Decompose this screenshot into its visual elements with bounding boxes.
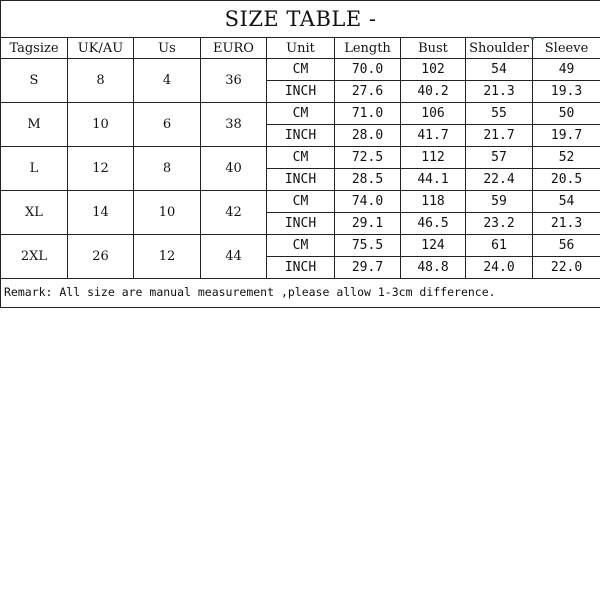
shoulder-cell: 57	[466, 147, 533, 169]
header-row	[1, 38, 600, 59]
shoulder-cell: 54	[466, 59, 533, 81]
length-cell: 75.5	[335, 235, 401, 257]
unit-cell: INCH	[267, 169, 335, 191]
sleeve-cell: 50	[533, 103, 600, 125]
header-bust: Bust	[401, 38, 466, 59]
euro-cell: 44	[201, 235, 267, 279]
header-shoulder: Shoulder	[466, 38, 533, 59]
unit-cell: CM	[267, 235, 335, 257]
uk-au-cell: 10	[68, 103, 134, 147]
sleeve-cell: 20.5	[533, 169, 600, 191]
length-cell: 28.5	[335, 169, 401, 191]
bust-cell: 48.8	[401, 257, 466, 279]
length-cell: 29.7	[335, 257, 401, 279]
shoulder-cell: 21.3	[466, 81, 533, 103]
remark-row	[1, 279, 600, 308]
uk-au-cell: 14	[68, 191, 134, 235]
tagsize-cell: M	[1, 103, 68, 147]
corner-marker	[531, 37, 534, 40]
header-tagsize: Tagsize	[1, 38, 68, 59]
unit-cell: INCH	[267, 125, 335, 147]
euro-cell: 40	[201, 147, 267, 191]
length-cell: 29.1	[335, 213, 401, 235]
sleeve-cell: 22.0	[533, 257, 600, 279]
length-cell: 28.0	[335, 125, 401, 147]
euro-cell: 42	[201, 191, 267, 235]
unit-cell: CM	[267, 191, 335, 213]
bust-cell: 41.7	[401, 125, 466, 147]
size-rows	[1, 59, 600, 279]
bust-cell: 124	[401, 235, 466, 257]
table-row	[1, 103, 600, 125]
uk-au-cell: 8	[68, 59, 134, 103]
length-cell: 27.6	[335, 81, 401, 103]
sleeve-cell: 21.3	[533, 213, 600, 235]
us-cell: 10	[134, 191, 201, 235]
uk-au-cell: 12	[68, 147, 134, 191]
sleeve-cell: 19.7	[533, 125, 600, 147]
unit-cell: INCH	[267, 257, 335, 279]
sleeve-cell: 54	[533, 191, 600, 213]
sleeve-cell: 49	[533, 59, 600, 81]
sleeve-cell: 56	[533, 235, 600, 257]
bust-cell: 118	[401, 191, 466, 213]
tagsize-cell: 2XL	[1, 235, 68, 279]
euro-cell: 38	[201, 103, 267, 147]
header-uk-au: UK/AU	[68, 38, 134, 59]
shoulder-cell: 23.2	[466, 213, 533, 235]
unit-cell: INCH	[267, 81, 335, 103]
table-row	[1, 59, 600, 81]
bust-cell: 40.2	[401, 81, 466, 103]
length-cell: 74.0	[335, 191, 401, 213]
title-row	[1, 1, 600, 38]
table-row	[1, 235, 600, 257]
header-euro: EURO	[201, 38, 267, 59]
tagsize-cell: XL	[1, 191, 68, 235]
shoulder-cell: 61	[466, 235, 533, 257]
tagsize-cell: S	[1, 59, 68, 103]
us-cell: 12	[134, 235, 201, 279]
bust-cell: 46.5	[401, 213, 466, 235]
header-us: Us	[134, 38, 201, 59]
shoulder-cell: 21.7	[466, 125, 533, 147]
shoulder-cell: 24.0	[466, 257, 533, 279]
shoulder-cell: 59	[466, 191, 533, 213]
us-cell: 8	[134, 147, 201, 191]
header-sleeve: Sleeve	[533, 38, 600, 59]
bust-cell: 112	[401, 147, 466, 169]
length-cell: 72.5	[335, 147, 401, 169]
length-cell: 70.0	[335, 59, 401, 81]
uk-au-cell: 26	[68, 235, 134, 279]
header-length: Length	[335, 38, 401, 59]
unit-cell: CM	[267, 59, 335, 81]
table-row	[1, 147, 600, 169]
shoulder-cell: 22.4	[466, 169, 533, 191]
tagsize-cell: L	[1, 147, 68, 191]
sleeve-cell: 52	[533, 147, 600, 169]
euro-cell: 36	[201, 59, 267, 103]
sleeve-cell: 19.3	[533, 81, 600, 103]
table-title: SIZE TABLE -	[1, 1, 600, 38]
shoulder-cell: 55	[466, 103, 533, 125]
unit-cell: CM	[267, 147, 335, 169]
length-cell: 71.0	[335, 103, 401, 125]
header-unit: Unit	[267, 38, 335, 59]
us-cell: 4	[134, 59, 201, 103]
unit-cell: CM	[267, 103, 335, 125]
remark-text: Remark: All size are manual measurement ,please allow 1-3cm difference.	[1, 279, 600, 308]
bust-cell: 102	[401, 59, 466, 81]
us-cell: 6	[134, 103, 201, 147]
table-row	[1, 191, 600, 213]
bust-cell: 106	[401, 103, 466, 125]
bust-cell: 44.1	[401, 169, 466, 191]
unit-cell: INCH	[267, 213, 335, 235]
